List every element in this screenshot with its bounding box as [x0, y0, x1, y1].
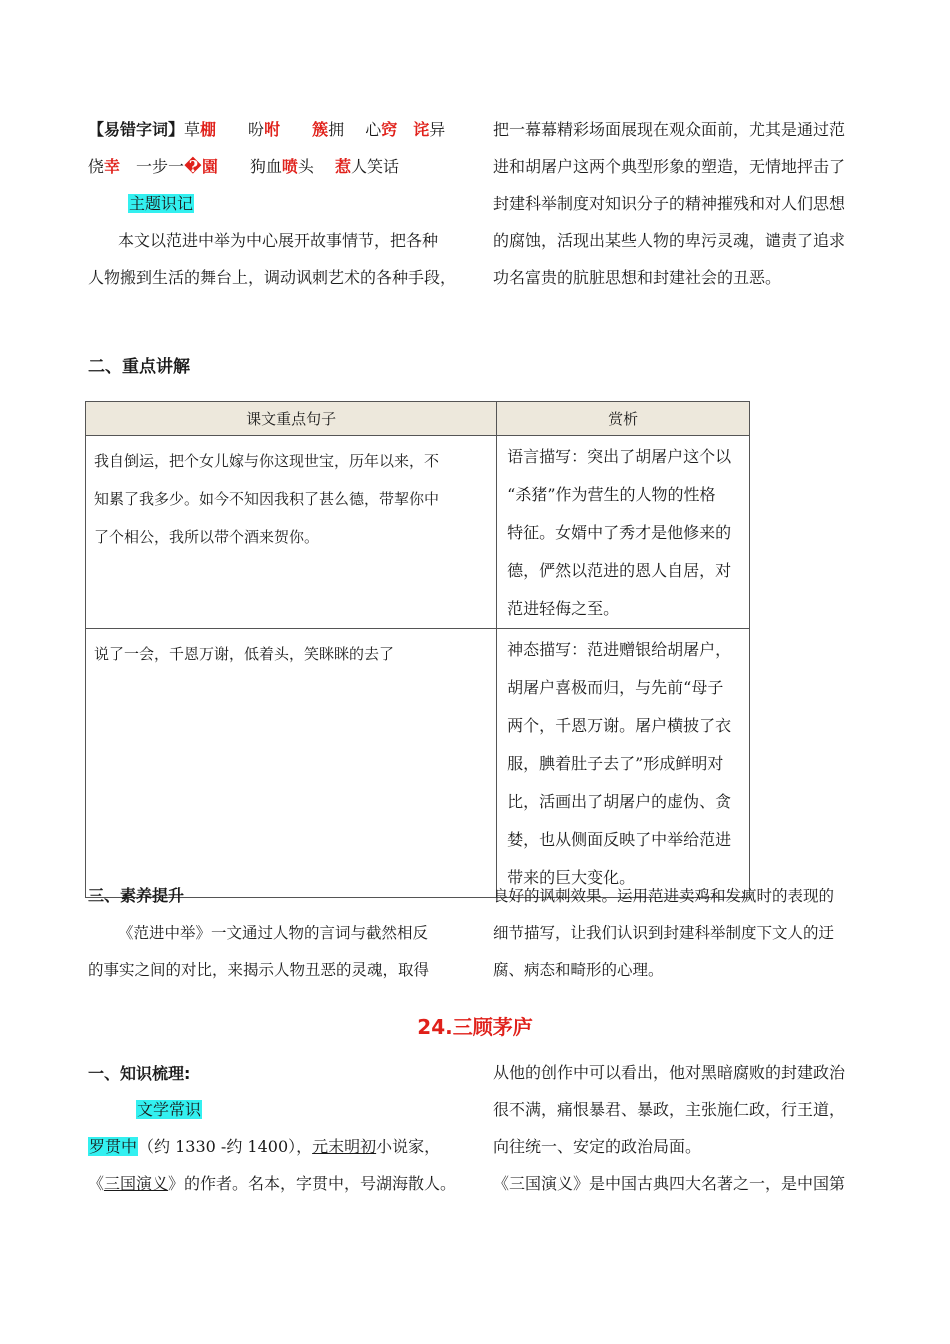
book-open-bracket: 《: [88, 1174, 105, 1193]
vocab-segment: 咐: [264, 120, 281, 139]
table-cell-sentence: [86, 436, 497, 629]
sentence-line: 知累了我多少。如今不知因我积了甚么德，带挈你中: [94, 490, 440, 508]
theme-line-2: 人物搬到生活的舞台上，调动讽刺艺术的各种手段，: [88, 268, 457, 287]
vocab-segment: 异: [429, 120, 446, 139]
author-line: [88, 1137, 440, 1157]
vocab-label: 【易错字词】: [88, 120, 185, 139]
vocab-segment: 棚: [200, 120, 217, 139]
vocab-segment: [280, 120, 312, 139]
section-3-title: 三、素养提升: [88, 886, 185, 905]
theme-label-line: [128, 194, 194, 214]
analysis-line: 神态描写：范进赠银给胡屠户，: [507, 640, 732, 659]
vocab-line-1: [88, 120, 445, 140]
literature-label: 文学常识: [137, 1100, 202, 1119]
vocab-segment: 簇: [312, 120, 329, 139]
vocab-segment: 侥: [88, 157, 105, 176]
sentence-line: 我自倒运，把个女儿嫁与你这现世宝，历年以来，不: [94, 452, 440, 470]
table-cell-analysis: [497, 629, 750, 898]
analysis-line: 语言描写：突出了胡屠户这个以: [507, 447, 732, 466]
book-name: 三国演义: [104, 1174, 169, 1193]
table-header-row: [86, 402, 750, 436]
author-era: 元末明初: [312, 1137, 377, 1156]
section-3-right-line-3: 腐、病态和畸形的心理。: [493, 961, 664, 979]
right-para-line-1: 把一幕幕精彩场面展现在观众面前，尤其是通过范: [493, 120, 846, 139]
theme-label: 主题识记: [129, 194, 194, 213]
vocab-segment: 窍: [381, 120, 398, 139]
table-row: [86, 629, 750, 898]
analysis-line: 比，活画出了胡屠户的虚伪、贪: [507, 792, 732, 811]
vocab-segment: 狗血: [217, 157, 282, 176]
vocab-words-2: [88, 157, 399, 176]
section-3-right-line-1: 良好的讽刺效果。运用范进卖鸡和发疯时的表现的: [493, 887, 835, 905]
table-cell-sentence: [86, 629, 497, 898]
analysis-line: 德，俨然以范进的恩人自居，对: [507, 561, 732, 580]
vocab-segment: 人笑话: [351, 157, 400, 176]
author-name: 罗贯中: [89, 1137, 138, 1156]
analysis-line: “杀猪”作为营生的人物的性格: [507, 485, 716, 504]
section-3-right-line-2: 细节描写，让我们认识到封建科举制度下文人的迂: [493, 924, 835, 942]
lesson-24-section-1-title: 一、知识梳理:: [88, 1064, 191, 1083]
vocab-line-2: [88, 157, 399, 177]
right-para-line-3: 封建科举制度对知识分子的精神摧残和对人们思想: [493, 194, 846, 213]
lesson-24-right-line-2: 很不满，痛恨暴君、暴政，主张施仁政，行王道，: [493, 1100, 846, 1119]
right-para-line-4: 的腐蚀，活现出某些人物的卑污灵魂，谴责了追求: [493, 231, 846, 250]
vocab-segment: 草: [184, 120, 201, 139]
section-3-left-line-2: 的事实之间的对比，来揭示人物丑恶的灵魂，取得: [88, 961, 430, 979]
analysis-line: 范进轻侮之至。: [507, 599, 620, 618]
analysis-line: 特征。女婿中了秀才是他修来的: [507, 523, 732, 542]
right-para-line-2: 进和胡屠户这两个典型形象的塑造，无情地抨击了: [493, 157, 846, 176]
lesson-24-right-line-1: 从他的创作中可以看出，他对黑暗腐败的封建政治: [493, 1063, 846, 1082]
author-role: 小说家，: [376, 1137, 441, 1156]
table-header-analysis: 赏析: [497, 402, 750, 436]
sentence-line: 说了一会，千恩万谢，低着头，笑眯眯的去了: [94, 645, 395, 663]
right-para-line-5: 功名富贵的肮脏思想和封建社会的丑恶。: [493, 268, 782, 287]
author-dates: （约 1330 -约 1400），: [138, 1137, 313, 1156]
literature-label-line: [136, 1100, 202, 1120]
lesson-24-title: 24.三顾茅庐: [417, 1015, 533, 1039]
section-2-title: 二、重点讲解: [88, 357, 190, 377]
book-description: 》的作者。名本，字贯中，号湖海散人。: [168, 1174, 457, 1193]
table-row: [86, 436, 750, 629]
lesson-24-right-line-3: 向往统一、安定的政治局面。: [493, 1137, 702, 1156]
table-cell-analysis: [497, 436, 750, 629]
key-sentence-table: [85, 401, 750, 898]
section-3-left-line-1: 《范进中举》一文通过人物的言词与截然相反: [118, 924, 429, 942]
table-header-sentence: 课文重点句子: [86, 402, 497, 436]
analysis-line: 胡屠户喜极而归，与先前“母子: [507, 678, 724, 697]
vocab-segment: 拥 心: [328, 120, 382, 139]
vocab-segment: 幸: [104, 157, 121, 176]
vocab-segment: 一步一: [120, 157, 185, 176]
analysis-line: 带来的巨大变化。: [507, 868, 636, 887]
vocab-segment: 惹: [335, 157, 352, 176]
vocab-segment: �園: [184, 157, 218, 176]
lesson-24-right-line-4: 《三国演义》是中国古典四大名著之一，是中国第: [493, 1174, 846, 1193]
sentence-line: 了个相公，我所以带个酒来贺你。: [94, 528, 320, 546]
theme-line-1: 本文以范进中举为中心展开故事情节，把各种: [118, 231, 439, 250]
analysis-line: 服，腆着肚子去了”形成鲜明对: [507, 754, 724, 773]
vocab-segment: 头: [297, 157, 335, 176]
vocab-segment: 喷: [281, 157, 298, 176]
book-line: [88, 1174, 456, 1194]
vocab-segment: 吩: [216, 120, 265, 139]
vocab-segment: 诧: [413, 120, 430, 139]
analysis-line: 两个，千恩万谢。屠户横披了衣: [507, 716, 732, 735]
vocab-segment: [397, 120, 413, 139]
analysis-line: 婪，也从侧面反映了中举给范进: [507, 830, 732, 849]
vocab-words-1: [184, 120, 445, 139]
